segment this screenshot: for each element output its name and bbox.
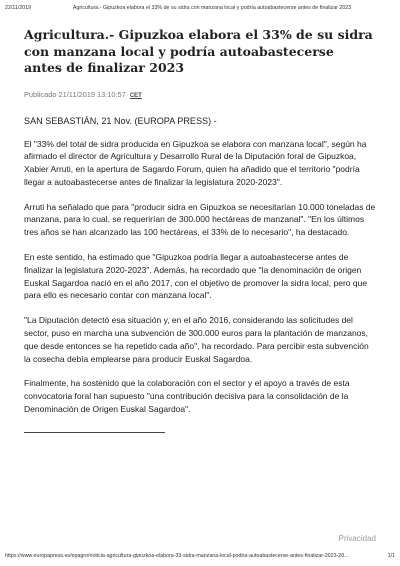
print-page-title: Agricultura.- Gipuzkoa elabora el 33% de su sidra con manzana local y podría autoabastecerse antes de finalizar 2023 xyxy=(72,5,352,11)
article-dateline: SAN SEBASTIÁN, 21 Nov. (EUROPA PRESS) - xyxy=(24,115,217,126)
privacy-link[interactable]: Privacidad xyxy=(338,534,376,543)
article-headline: Agricultura.- Gipuzkoa elabora el 33% de su sidra con manzana local y podría autoabastecerse antes de finalizar 2023 xyxy=(24,27,373,75)
article-paragraph: El "33% del total de sidra producida en Gipuzkoa se elabora con manzana local", según ha afirmado el director de Agricultura y Desarrollo Rural de la Diputación foral de Gipuzkoa, Xabier Arruti, en la apertura de Sagardo Forum, quien ha añadido que el territorio "podría llegar a autoabastecerse antes de finalizar la legislatura 2020-2023". xyxy=(24,138,367,187)
timezone-link[interactable]: CET xyxy=(129,92,142,99)
print-page-number: 1/1 xyxy=(387,553,395,559)
article-end-divider xyxy=(24,432,165,434)
print-footer xyxy=(5,553,395,562)
published-info xyxy=(24,90,376,99)
article xyxy=(24,27,376,433)
article-paragraph: Arruti ha señalado que para "producir sidra en Gipuzkoa se necesitarían 10.000 toneladas de manzana, para lo cual, se requerirían de 300.000 hectáreas de manzanal". "En los últimos tres años se han alcanzado las 100 hectáreas, el 33% de lo necesario", ha destacado. xyxy=(24,201,376,238)
article-paragraph: "La Diputación detectó esa situación y, en el año 2016, considerando las solicitudes del sector, puso en marcha una subvención de 300.000 euros para la plantación de manzanos, que desde entonces se ha repetido cada año", ha recordado. Para percibir esta subvención la cosecha debía emplearse para producir Euskal Sagardoa. xyxy=(24,315,369,364)
print-url: https://www.europapress.es/epagro/noticia-agricultura-gipuzkoa-elabora-33-sidra-manzana-local-podria-autoabastecerse-antes-finalizar-2023-20... xyxy=(5,553,349,559)
article-paragraph: Finalmente, ha sostenido que la colaboración con el sector y el apoyo a través de esta convocatoria foral han supuesto "una contribución decisiva para la consolidación de la Denominación de Origen Euskal Sagardoa". xyxy=(24,378,350,415)
print-header xyxy=(5,5,395,15)
article-paragraph: En este sentido, ha estimado que "Gipuzkoa podría llegar a autoabastecerse antes de finalizar la legislatura 2020-2023". Además, ha recordado que "la denominación de origen Euskal Sagardoa nació en el año 2017, con el objetivo de promover la sidra local, pero que para ello es necesario contar con manzana local". xyxy=(24,252,368,301)
print-date: 22/11/2019 xyxy=(5,5,32,11)
published-date: Publicado 21/11/2019 13:10:57 xyxy=(24,89,126,99)
